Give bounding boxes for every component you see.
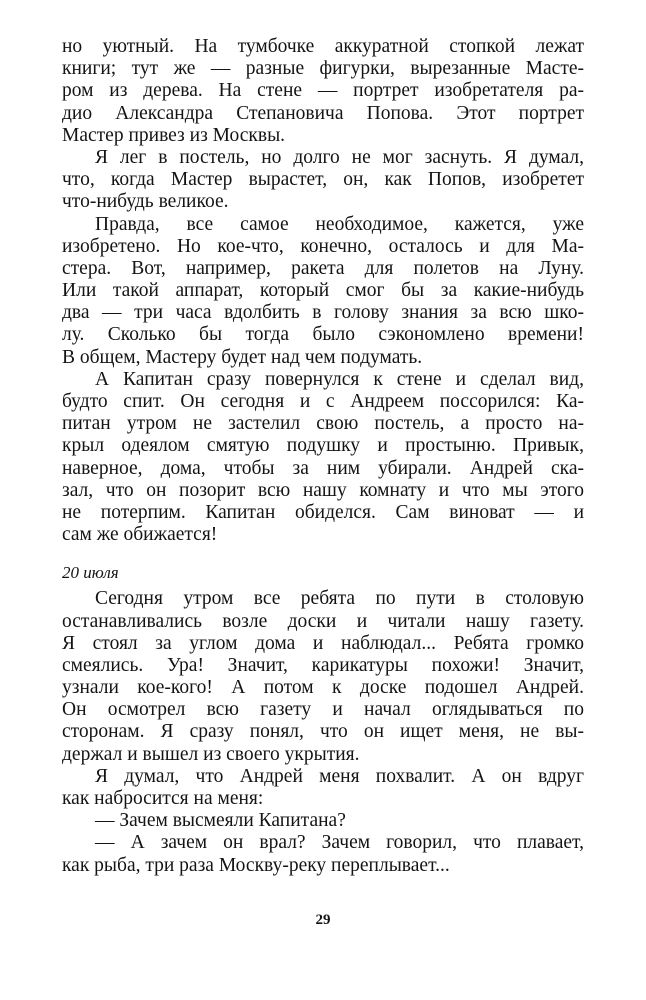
text-line: Правда, все самое необходимое, кажется, уже [95,213,584,235]
text-line: — А зачем он врал? Зачем говорил, что плавает, [95,832,584,854]
paragraph [62,369,584,547]
dialogue-line [62,832,584,876]
text-line: что-нибудь великое. [62,191,229,213]
paragraph [62,214,584,369]
text-line: два — три часа вдолбить в голову знания за всю шко- [62,302,584,324]
text-line: будто спит. Он сегодня и с Андреем поссорился: Ка- [62,391,584,412]
text-line: останавливались возле доски и читали нашу газету. [62,610,584,632]
text-line: В общем, Мастеру будет над чем подумать. [62,346,423,368]
paragraph [62,36,584,147]
text-line: книги; тут же — разные фигурки, вырезанные Масте- [62,58,584,80]
text-line: Или такой аппарат, который смог бы за какие-нибудь [62,280,584,302]
text-line: как набросится на меня: [62,788,264,809]
text-line: но уютный. На тумбочке аккуратной стопкой лежат [62,36,584,57]
book-page [62,36,584,877]
text-line: лу. Сколько бы тогда было сэкономлено времени! [62,324,584,346]
text-line: А Капитан сразу повернулся к стене и сделал вид, [95,368,584,390]
text-line: Я стоял за углом дома и наблюдал... Ребята громко [62,632,584,654]
text-line: не потерпим. Капитан обиделся. Сам виноват — и [62,501,584,523]
text-line: как рыба, три раза Москву-реку переплывает... [62,854,450,876]
text-line: Он осмотрел всю газету и начал оглядываться по [62,699,584,721]
text-line: Мастер привез из Москвы. [62,124,286,146]
text-line: сторонам. Я сразу понял, что он ищет меня, не вы- [62,721,584,743]
text-line: Я лег в постель, но долго не мог заснуть. Я думал, [95,146,584,168]
text-line: Я думал, что Андрей меня похвалит. А он вдруг [95,765,584,787]
page-number: 29 [315,912,331,928]
text-line: что, когда Мастер вырастет, он, как Попов, изобретет [62,169,584,191]
text-line: крыл одеялом смятую подушку и простыню. Привык, [62,435,584,457]
paragraph [62,147,584,214]
text-line: держал и вышел из своего укрытия. [62,743,360,765]
paragraph [62,588,584,766]
text-line: смеялись. Ура! Значит, карикатуры похожи! Значит, [62,654,584,676]
text-line: изобретено. Но кое-что, конечно, осталось и для Ма- [62,235,584,257]
date-heading: 20 июля [62,563,119,583]
text-line: дио Александра Степановича Попова. Этот портрет [62,102,584,124]
text-line: питан утром не застелил свою постель, а просто на- [62,413,584,435]
dialogue-line [62,810,584,832]
text-line: стера. Вот, например, ракета для полетов на Луну. [62,257,584,279]
text-line: ром из дерева. На стене — портрет изобретателя ра- [62,80,584,102]
text-line: наверное, дома, чтобы за ним убирали. Андрей ска- [62,457,584,479]
text-line: зал, что он позорит всю нашу комнату и что мы этого [62,479,584,501]
text-line: Сегодня утром все ребята по пути в столовую [95,588,584,610]
paragraph [62,766,584,810]
text-line: узнали кое-кого! А потом к доске подошел Андрей. [62,677,584,699]
text-line: сам же обижается! [62,524,218,546]
text-line: — Зачем высмеяли Капитана? [95,810,346,832]
